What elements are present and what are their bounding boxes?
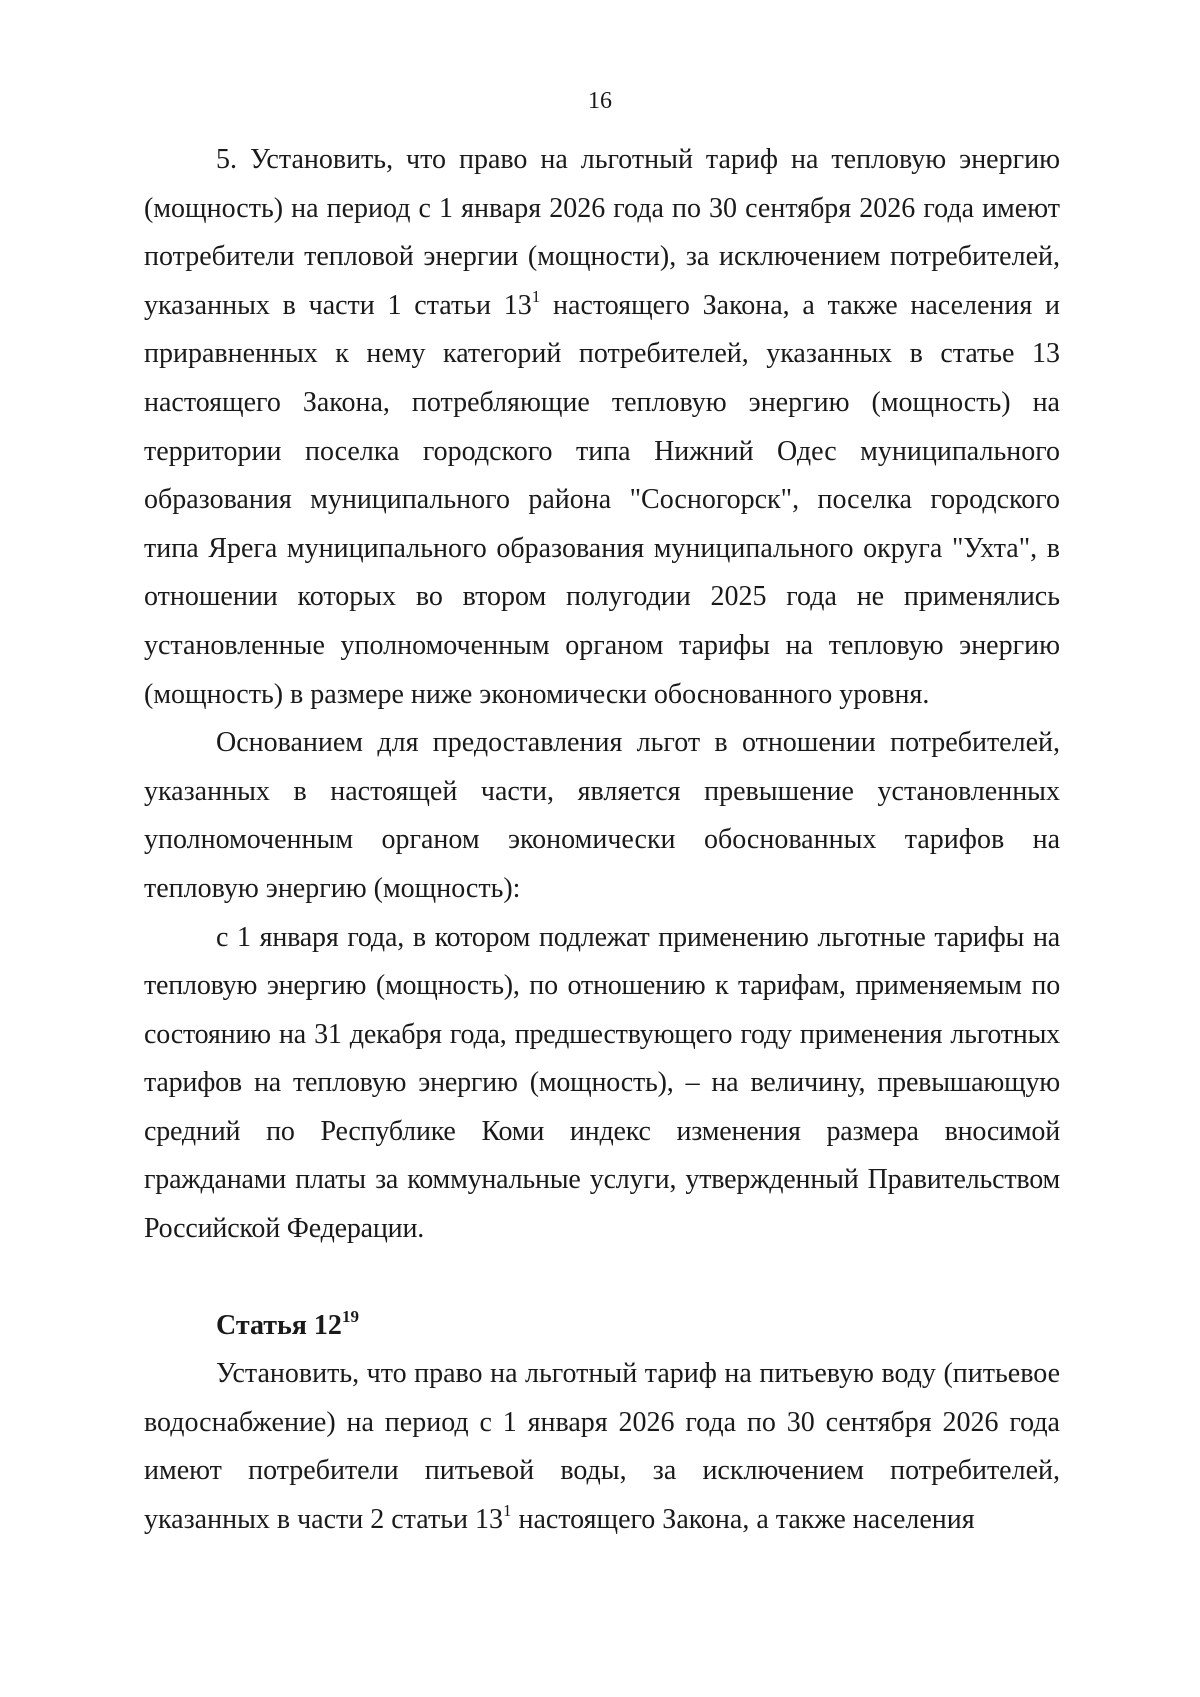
- paragraph-condition: [144, 914, 1060, 1254]
- paragraph-basis: [144, 719, 1060, 913]
- article-title-superscript: 19: [341, 1306, 359, 1326]
- superscript-index: 1: [531, 286, 541, 306]
- article-paragraph: [144, 1350, 1060, 1544]
- article-title: Статья 12: [216, 1309, 342, 1341]
- document-body: [144, 136, 1060, 1545]
- paragraph-basis-text: Основанием для предоставления льгот в отношении потребителей, указанных в настоящей части, является превышение установленных уполномоченным органом экономически обоснованных тарифов на тепловую энергию (мощность):: [144, 727, 1060, 904]
- article-paragraph-text-2: настоящего Закона, а также населения: [511, 1504, 975, 1536]
- paragraph-5-text-2: настоящего Закона, а также населения и приравненных к нему категорий потребителей, указанных в статье 13 настоящего Закона, потребляющие тепловую энергию (мощность) на территории поселка городского типа Нижний Одес муниципального образования муниципального района "Сосногорск", поселка городского типа Ярега муниципального образования муниципального округа "Ухта", в отношении которых во втором полугодии 2025 года не применялись установленные уполномоченным органом тарифы на тепловую энергию (мощность) в размере ниже экономически обоснованного уровня.: [144, 289, 1060, 710]
- paragraph-condition-text: с 1 января года, в котором подлежат применению льготные тарифы на тепловую энергию (мощность), по отношению к тарифам, применяемым по состоянию на 31 декабря года, предшествующего году применения льготных тарифов на тепловую энергию (мощность), – на величину, превышающую средний по Республике Коми индекс изменения размера вносимой гражданами платы за коммунальные услуги, утвержденный Правительством Российской Федерации.: [144, 921, 1060, 1245]
- article-paragraph-text-1: Установить, что право на льготный тариф на питьевую воду (питьевое водоснабжение) на период с 1 января 2026 года по 30 сентября 2026 года имеют потребители питьевой воды, за исключением потребителей, указанных в части 2 статьи 13: [144, 1358, 1060, 1536]
- paragraph-5: [144, 136, 1060, 719]
- article-heading: [144, 1302, 1060, 1351]
- page-number: 16: [588, 88, 612, 114]
- paragraph-5-text-1: 5. Установить, что право на льготный тариф на тепловую энергию (мощность) на период с 1 января 2026 года по 30 сентября 2026 года имеют потребители тепловой энергии (мощности), за исключением потребителей, указанных в части 1 статьи 13: [144, 144, 1060, 321]
- superscript-index: 1: [502, 1501, 512, 1521]
